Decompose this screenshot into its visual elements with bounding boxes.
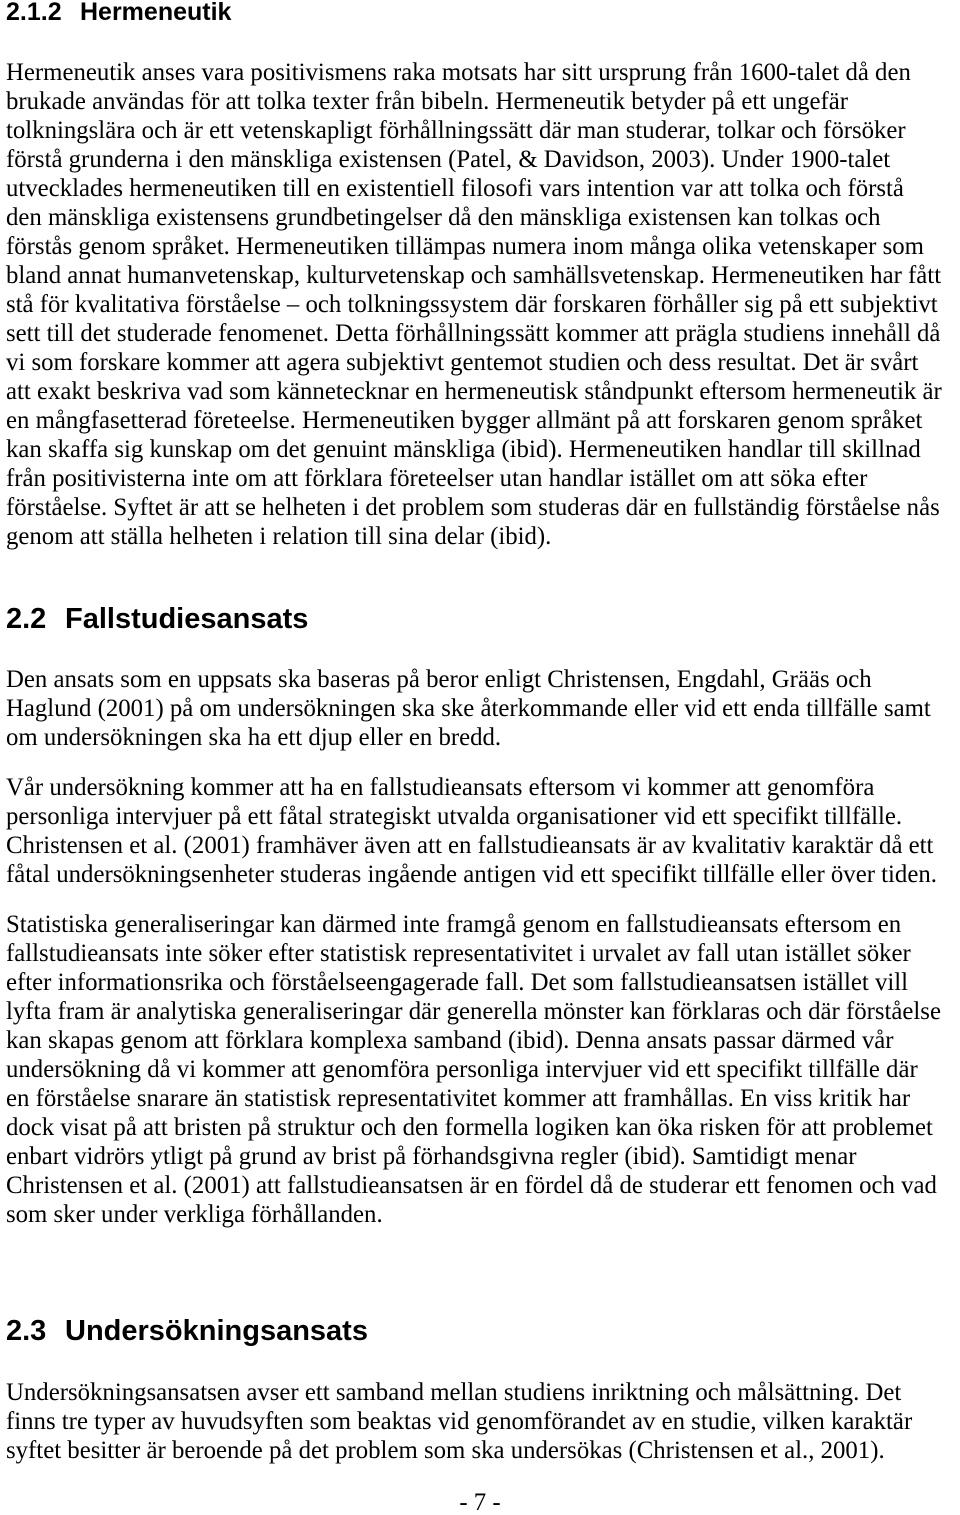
text-line: förståelse. Syftet är att se helheten i det problem som studeras där en fullständig förståelse nås: [6, 494, 940, 521]
text-line: lyfta fram är analytiska generaliseringar där generella mönster kan förklaras och där förståelse: [6, 998, 941, 1025]
section-heading: [0, 602, 960, 636]
text-line: bland annat humanvetenskap, kulturvetenskap och samhällsvetenskap. Hermeneutiken har fått: [6, 262, 942, 289]
section-heading-number: 2.3: [6, 1315, 47, 1347]
paragraph: [6, 58, 954, 551]
text-line: vi som forskare kommer att agera subjektivt gentemot studien och dess resultat. Det är svårt: [6, 349, 919, 376]
paragraph: [6, 665, 954, 752]
text-line: brukade användas för att tolka texter från bibeln. Hermeneutik betyder på ett ungefär: [6, 88, 849, 115]
text-line: kan skapas genom att förklara komplexa samband (ibid). Denna ansats passar därmed vår: [6, 1027, 894, 1054]
paragraph: [6, 910, 954, 1229]
paragraph: [6, 1378, 954, 1465]
text-line: enbart vidrörs ytligt på grund av brist på förhandsgivna regler (ibid). Samtidigt menar: [6, 1143, 857, 1170]
text-line: Christensen et al. (2001) framhäver även att en fallstudieansats är av kvalitativ karaktär då ett: [6, 832, 934, 859]
text-line: genom att ställa helheten i relation till sina delar (ibid).: [6, 523, 552, 550]
section-heading: [0, 0, 960, 25]
text-line: om undersökningen ska ha ett djup eller en bredd.: [6, 724, 502, 751]
text-line: Haglund (2001) på om undersökningen ska ske återkommande eller vid ett enda tillfälle samt: [6, 695, 931, 722]
text-line: Undersökningsansatsen avser ett samband mellan studiens inriktning och målsättning. Det: [6, 1379, 902, 1406]
text-line: stå för kvalitativa förståelse – och tolkningssystem där forskaren förhåller sig på ett subjektivt: [6, 291, 938, 318]
text-line: Statistiska generaliseringar kan därmed inte framgå genom en fallstudieansats eftersom en: [6, 911, 902, 938]
text-line: förstås genom språket. Hermeneutiken tillämpas numera inom många olika vetenskaper som: [6, 233, 924, 260]
text-line: finns tre typer av huvudsyften som beaktas vid genomförandet av en studie, vilken karaktär: [6, 1408, 913, 1435]
text-line: Vår undersökning kommer att ha en fallstudieansats eftersom vi kommer att genomföra: [6, 774, 875, 801]
text-line: utvecklades hermeneutiken till en existentiell filosofi vars intention var att tolka och förstå: [6, 175, 904, 202]
section-heading-number: 2.1.2: [6, 0, 62, 26]
text-line: förstå grunderna i den mänskliga existensen (Patel, & Davidson, 2003). Under 1900-talet: [6, 146, 891, 173]
text-line: Christensen et al. (2001) att fallstudieansatsen är en fördel då de studerar ett fenomen och vad: [6, 1172, 937, 1199]
text-line: dock visat på att bristen på struktur och den formella logiken kan öka risken för att problemet: [6, 1114, 933, 1141]
text-line: sett till det studerade fenomenet. Detta förhållningssätt kommer att prägla studiens innehåll då: [6, 320, 941, 347]
text-line: Hermeneutik anses vara positivismens raka motsats har sitt ursprung från 1600-talet då den: [6, 59, 911, 86]
text-line: en mångfasetterad företeelse. Hermeneutiken bygger allmänt på att forskaren genom språket: [6, 407, 923, 434]
text-line: kan skaffa sig kunskap om det genuint mänskliga (ibid). Hermeneutiken handlar till skillnad: [6, 436, 921, 463]
text-line: efter informationsrika och förståelseengagerade fall. Det som fallstudieansatsen istället vill: [6, 969, 909, 996]
section-heading-title: Hermeneutik: [80, 0, 232, 26]
text-line: en förståelse snarare än statistisk representativitet kommer att framhållas. En viss kritik har: [6, 1085, 911, 1112]
text-line: att exakt beskriva vad som kännetecknar en hermeneutisk ståndpunkt eftersom hermeneutik är: [6, 378, 942, 405]
page-number: - 7 -: [459, 1489, 501, 1515]
text-line: tolkningslära och är ett vetenskapligt förhållningssätt där man studerar, tolkar och försöker: [6, 117, 906, 144]
text-line: från positivisterna inte om att förklara företeelser utan handlar istället om att söka efter: [6, 465, 868, 492]
text-line: syftet besitter är beroende på det problem som ska undersökas (Christensen et al., 2001).: [6, 1437, 885, 1464]
section-heading-title: Undersökningsansats: [65, 1315, 368, 1347]
text-line: fallstudieansats inte söker efter statistisk representativitet i urvalet av fall utan istället söker: [6, 940, 911, 967]
text-line: undersökning då vi kommer att genomföra personliga intervjuer vid ett specifikt tillfälle där: [6, 1056, 918, 1083]
paragraph: [6, 773, 954, 889]
text-line: som sker under verkliga förhållanden.: [6, 1201, 383, 1228]
text-line: Den ansats som en uppsats ska baseras på beror enligt Christensen, Engdahl, Grääs och: [6, 666, 872, 693]
text-line: den mänskliga existensens grundbetingelser då den mänskliga existensen kan tolkas och: [6, 204, 881, 231]
text-line: personliga intervjuer på ett fåtal strategiskt utvalda organisationer vid ett specifikt tillfälle.: [6, 803, 903, 830]
section-heading-title: Fallstudiesansats: [65, 603, 309, 635]
text-line: fåtal undersökningsenheter studeras ingående antigen vid ett specifikt tillfälle eller över tiden.: [6, 861, 937, 888]
section-heading-number: 2.2: [6, 603, 47, 635]
section-heading: [0, 1314, 960, 1348]
